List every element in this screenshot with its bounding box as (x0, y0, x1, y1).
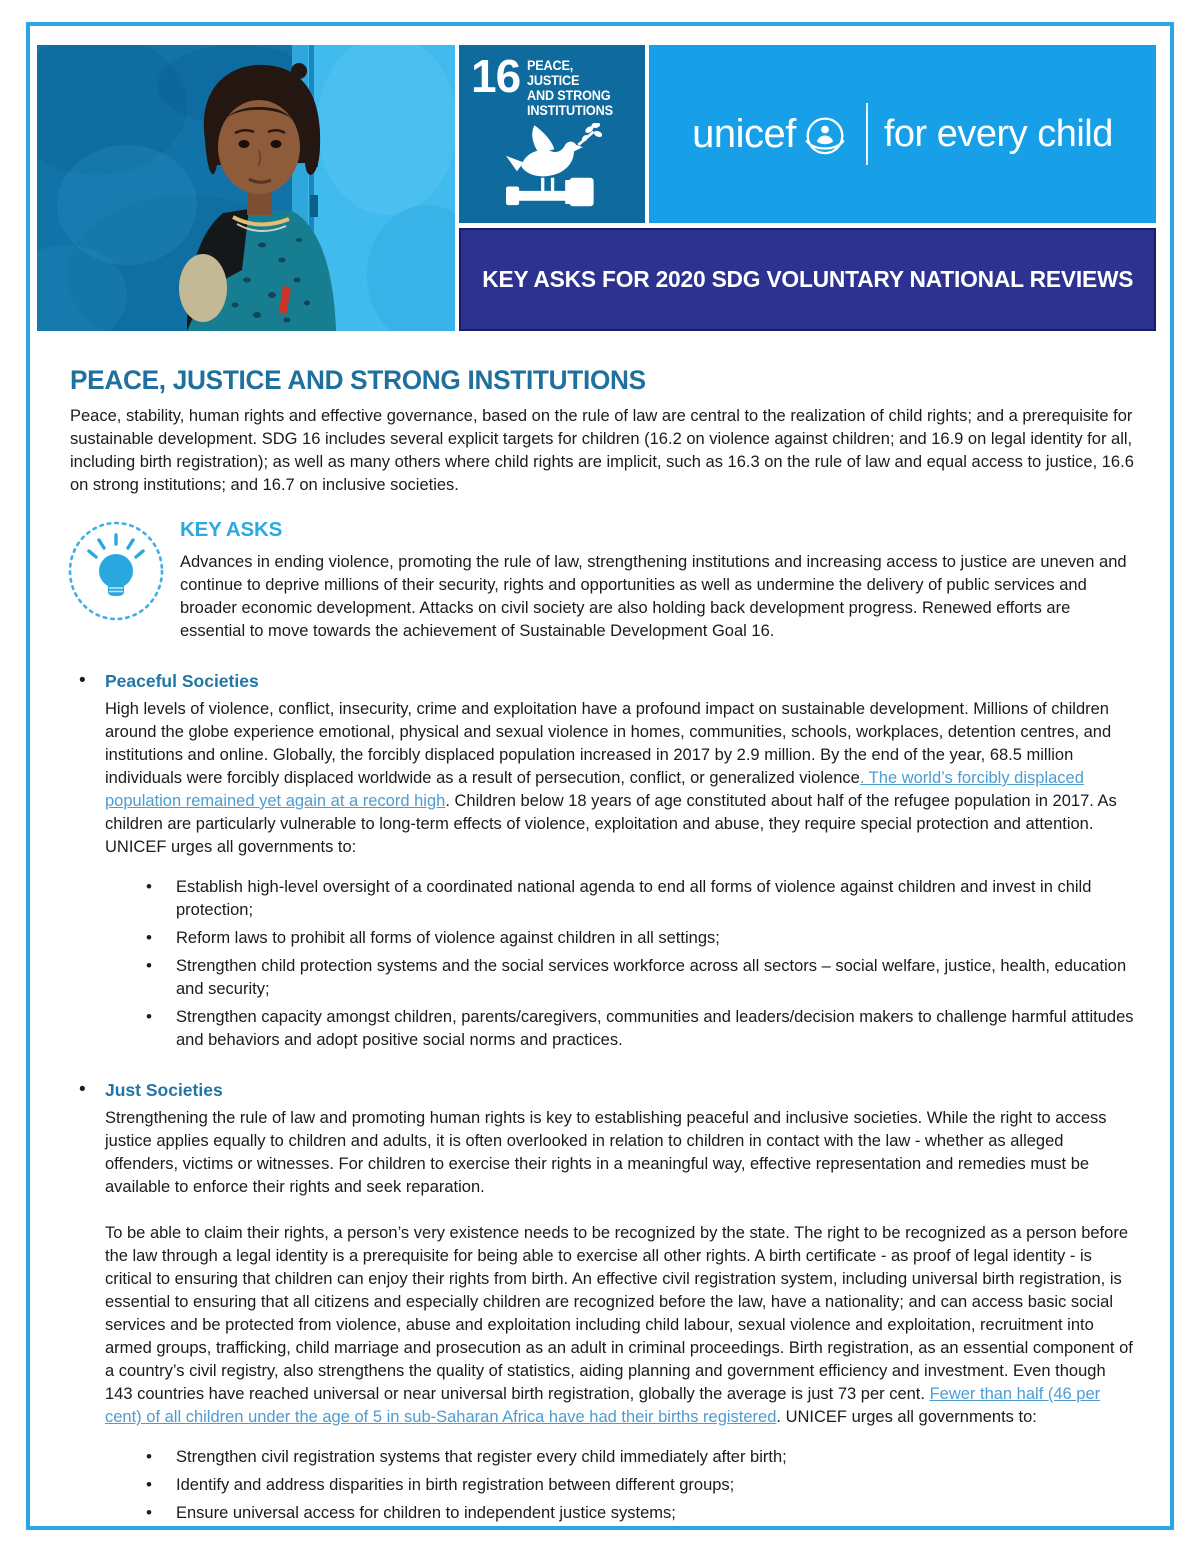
key-asks-block (70, 518, 1136, 643)
sdg16-tile (459, 45, 645, 223)
sdg16-dove-gavel-icon (501, 123, 611, 215)
list-item: • Strengthen child protection systems and the social services workforce across all sectors – social welfare, justice, health, education and security; (105, 955, 1136, 1001)
birth-registration-stat-link[interactable]: Fewer than half (46 per cent) of all children under the age of 5 in sub-Saharan Africa have had their births registered (105, 1385, 1101, 1426)
peaceful-societies-paragraph: High levels of violence, conflict, insecurity, crime and exploitation have a profound impact on sustainable development. Millions of children around the globe experience emotional, physical and sexual violence in homes, communities, schools, workplaces, detention centres, and institutions and online. Globally, the forcibly displaced population increased in 2017 by 2.9 million. By the end of the year, 68.5 million individuals were forcibly displaced worldwide as a result of persecution, conflict, or generalized violence. The world’s forcibly displaced population remained yet again at a record high. Children below 18 years of age constituted about half of the refugee population in 2017. As children are particularly vulnerable to long-term effects of violence, exploitation and abuse, they require special protection and attention. UNICEF urges all governments to: (105, 700, 1117, 856)
logo-divider (866, 103, 868, 165)
banner-text: KEY ASKS FOR 2020 SDG VOLUNTARY NATIONAL REVIEWS (482, 266, 1133, 292)
unicef-logo-box (649, 45, 1156, 223)
lightbulb-icon (64, 520, 168, 622)
peaceful-societies-list (105, 876, 1136, 1052)
section-peaceful-societies (70, 671, 1136, 1052)
list-item: • Ensure universal access for children to independent justice systems; (105, 1502, 1136, 1525)
just-societies-list (105, 1446, 1136, 1525)
key-asks-heading: KEY ASKS (180, 518, 283, 541)
key-asks-paragraph: Advances in ending violence, promoting the rule of law, strengthening institutions and increasing access to justice are uneven and continue to deprive millions of their security, rights and opportunities as well as undermine the delivery of public services and broader economic development. Attacks on civil society are also holding back development progress. Renewed efforts are essential to move towards the achievement of Sustainable Development Goal 16. (180, 553, 1127, 640)
page-title: PEACE, JUSTICE AND STRONG INSTITUTIONS (70, 365, 646, 395)
child-photo-art (37, 45, 455, 331)
unicef-tagline: for every child (883, 112, 1113, 155)
child-photo (37, 45, 455, 331)
sdg16-number: 16 (471, 50, 521, 102)
list-item: • Reform laws to prohibit all forms of violence against children in all settings; (105, 927, 1136, 950)
unicef-emblem-icon (802, 114, 848, 160)
intro-paragraph: Peace, stability, human rights and effective governance, based on the rule of law are central to the realization of child rights; and a prerequisite for sustainable development. SDG 16 includes several explicit targets for children (16.2 on violence against children; and 16.9 on legal identity for all, including birth registration); as well as many others where child rights are implicit, such as 16.3 on the rule of law and equal access to justice, 16.6 on strong institutions; and 16.7 on inclusive societies. (70, 407, 1134, 494)
header (0, 0, 1200, 331)
list-item: • Identify and address disparities in birth registration between different groups; (105, 1474, 1136, 1497)
unicef-wordmark: unicef (692, 111, 796, 156)
list-item: • Strengthen capacity amongst children, parents/caregivers, communities and leaders/decision makers to challenge harmful attitudes and behaviors and adopt positive social norms and practices. (105, 1006, 1136, 1052)
forcibly-displaced-report-link[interactable]: . The world’s forcibly displaced population remained yet again at a record high (105, 769, 1084, 810)
document-body (0, 331, 1200, 1530)
just-societies-heading: • Just Societies (105, 1080, 223, 1100)
list-item: • Establish high-level oversight of a coordinated national agenda to end all forms of violence against children and invest in child protection; (105, 876, 1136, 922)
list-item: • Strengthen civil registration systems that register every child immediately after birth; (105, 1446, 1136, 1469)
peaceful-societies-heading: • Peaceful Societies (105, 671, 259, 691)
just-societies-paragraph-2: To be able to claim their rights, a person’s very existence needs to be recognized by the state. The right to be recognized as a person before the law through a legal identity is a prerequisite for being able to exercise all other rights. A birth certificate - as proof of legal identity - is critical to ensuring that children can enjoy their rights from birth. An effective civil registration system, including universal birth registration, is essential to ensuring that all citizens and especially children are recognized before the law, have a nationality; and can access basic social services and be protected from violence, abuse and exploitation including child labour, sexual violence and exploitation, recruitment into armed groups, trafficking, child marriage and prosecution as an adult in criminal proceedings. Birth registration, as an essential component of a country’s civil registry, also strengthens the quality of statistics, aiding planning and government efficiency and investment. Even though 143 countries have reached universal or near universal birth registration, globally the average is just 73 per cent. Fewer than half (46 per cent) of all children under the age of 5 in sub-Saharan Africa have had their births registered. UNICEF urges all governments to: (105, 1224, 1133, 1426)
sdg16-label: PEACE, JUSTICE AND STRONG INSTITUTIONS (527, 58, 614, 118)
title-banner (459, 228, 1156, 331)
just-societies-paragraph-1: Strengthening the rule of law and promoting human rights is key to establishing peaceful and inclusive societies. While the right to access justice applies equally to children and adults, it is often overlooked in relation to children in contact with the law - whether as alleged offenders, victims or witnesses. For children to exercise their rights in a meaningful way, effective representation and remedies must be available to enforce their rights and seek reparation. (105, 1109, 1107, 1196)
section-just-societies (70, 1080, 1136, 1525)
